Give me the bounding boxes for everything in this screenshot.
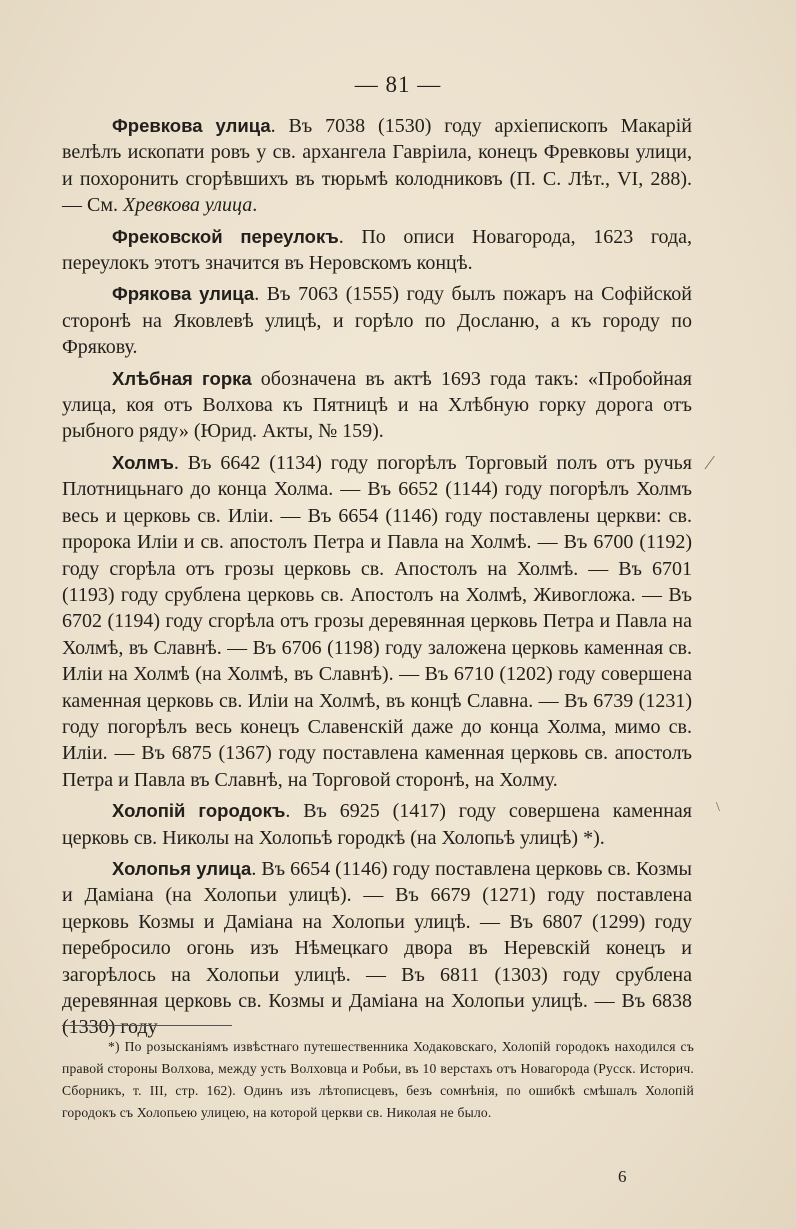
entry-kholopya-ulitsa — [62, 856, 692, 1041]
entry-text: . По описи Новагорода, 1623 года, переулокъ этотъ значится въ Неровскомъ концѣ. — [62, 225, 692, 275]
entry-text: . Въ 7038 (1530) году архіепископъ Макарій велѣлъ ископати ровъ у св. архангела Гавріила, конецъ Фревковы улици, и похоронить сгорѣвшихъ въ тюрьмѣ колодниковъ (П. С. Лѣт., VI, 288). — См. — [62, 115, 692, 217]
entry-tail: . — [252, 194, 258, 217]
entry-term: Фревкова улица — [112, 115, 271, 136]
entry-kholm — [62, 450, 692, 793]
footnote — [62, 1036, 694, 1124]
entry-text: . Въ 6925 (1417) году совершена каменная церковь св. Николы на Холопьѣ городкѣ (на Холопьѣ улицѣ) *). — [62, 800, 692, 849]
entry-term: Фрековской переулокъ — [112, 225, 339, 247]
entry-term: Холопій городокъ — [112, 800, 286, 822]
footnote-text: *) По розысканіямъ извѣстнаго путешественника Ходаковскаго, Холопій городокъ находился съ правой стороны Волхова, между усть Волховца и Робьи, въ 10 верстахъ отъ Новагорода (Русск. Историч. Сборникъ, т. III, стр. 162). Одинъ изъ лѣтописцевъ, безъ сомнѣнія, по ошибкѣ смѣшалъ Холопій городокъ съ Холопьею улицею, на которой церкви св. Николая не было. — [62, 1039, 694, 1120]
entry-text: обозначена въ актѣ 1693 года такъ: «Пробойная улица, коя отъ Волхова къ Пятницѣ и на Хлѣбную горку дорога отъ рыбного ряду» (Юрид. Акты, № 159). — [62, 367, 692, 443]
entry-term: Холмъ — [112, 451, 174, 473]
margin-pencil-mark: ⁄ — [708, 452, 712, 474]
entry-text: . Въ 6654 (1146) году поставлена церковь св. Козмы и Даміана (на Холопьи улицѣ). — Въ 6679 (1271) году поставлена церковь Козмы и Даміана на Холопьи улицѣ. — Въ 6807 (1299) году перебросило огонь изъ Нѣмецкаго двора въ Неревскій конецъ и загорѣлось на Холопьи улицѣ. — Въ 6811 (1303) году срублена деревянная церковь св. Козмы и Даміана на Холопьи улицѣ. — Въ 6838 (1330) году — [62, 857, 692, 1039]
entry-kholopiy-gorodok — [62, 798, 692, 851]
entry-text: . Въ 7063 (1555) году былъ пожаръ на Софійской сторонѣ на Яковлевѣ улицѣ, и горѣло по Досланю, а къ городу по Фрякову. — [62, 283, 692, 359]
main-text — [62, 113, 692, 1046]
entry-term: Хлѣбная горка — [112, 367, 252, 389]
signature-mark: 6 — [618, 1167, 627, 1186]
page-number: — 81 — — [354, 72, 442, 97]
entry-frekovskoy — [62, 224, 692, 277]
entry-khlebnaya-gorka — [62, 366, 692, 445]
footnote-divider — [62, 1025, 232, 1026]
entry-term: Фрякова улица — [112, 283, 255, 305]
entry-frevkova — [62, 113, 692, 219]
entry-term: Холопья улица — [112, 857, 252, 879]
entry-text: . Въ 6642 (1134) году погорѣлъ Торговый полъ отъ ручья Плотницьнаго до конца Холма. — Въ 6652 (1144) году погорѣлъ Холмъ весь и церковь св. Иліи. — Въ 6654 (1146) году поставлены церкви: св. пророка Иліи и св. апостолъ Петра и Павла на Холмѣ. — Въ 6700 (1192) году сгорѣла отъ грозы церковь св. Апостолъ на Холмѣ. — Въ 6701 (1193) году срублена церковь св. Апостолъ на Холмѣ, Живогложа. — Въ 6702 (1194) году сгорѣла отъ грозы деревянная церковь Петра и Павла на Холмѣ, въ Славнѣ. — Въ 6706 (1198) году заложена церковь каменная св. Иліи на Холмѣ (на Холмѣ, въ Славнѣ). — Въ 6710 (1202) году совершена каменная церковь св. Иліи на Холмѣ, въ концѣ Славна. — Въ 6739 (1231) году погорѣлъ весь конецъ Славенскій даже до конца Холма, мимо св. Иліи. — Въ 6875 (1367) году поставлена каменная церковь св. апостолъ Петра и Павла въ Славнѣ, на Торговой сторонѣ, на Холму. — [62, 451, 692, 791]
margin-pencil-mark: \ — [716, 800, 720, 815]
cross-reference: Хревкова улица — [123, 194, 253, 217]
entry-fryakova — [62, 281, 692, 360]
